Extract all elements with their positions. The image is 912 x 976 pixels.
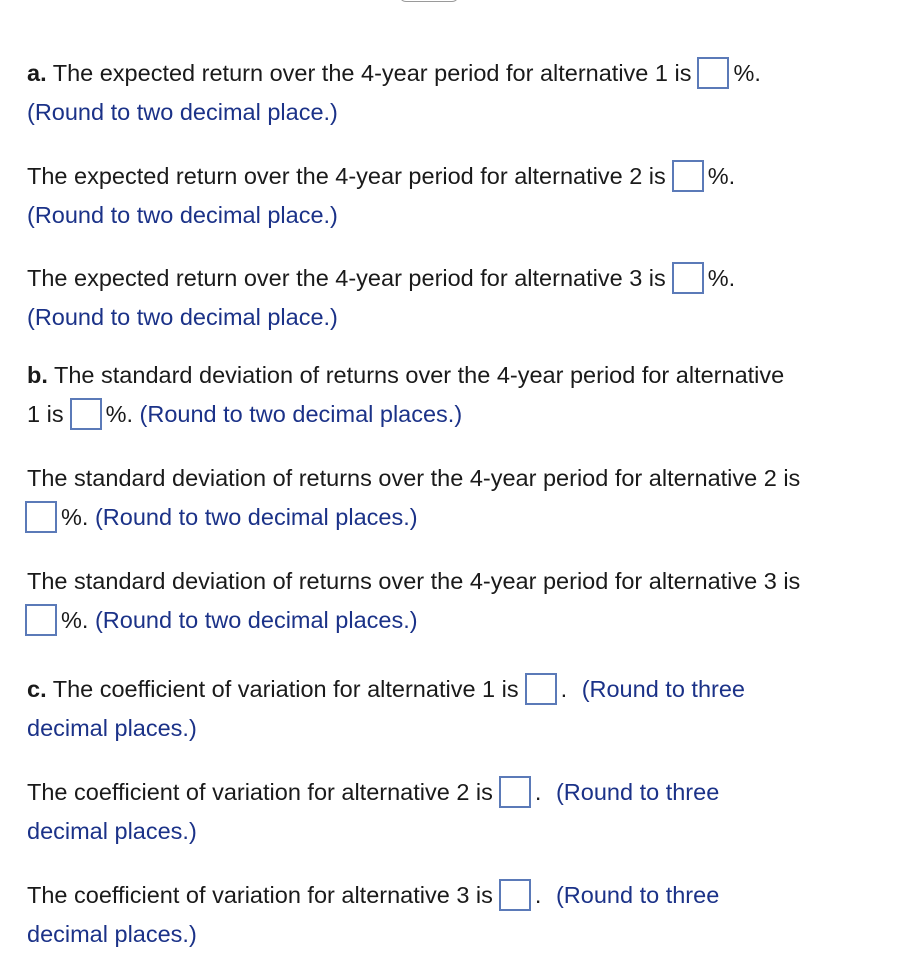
hint-c3-line2: decimal places.) xyxy=(27,921,197,947)
question-a2 xyxy=(27,162,735,194)
question-c1 xyxy=(27,675,745,707)
question-b3-line2 xyxy=(25,606,418,638)
period: . xyxy=(534,882,542,909)
hint-c1-line1: (Round to three xyxy=(581,676,745,703)
unit-percent: %. xyxy=(61,504,89,531)
unit-percent: %. xyxy=(707,265,736,292)
question-b1 xyxy=(27,361,784,389)
hint-b3: (Round to two decimal places.) xyxy=(94,607,418,634)
question-b1-line2 xyxy=(27,400,462,432)
hint-b1: (Round to two decimal places.) xyxy=(139,401,463,428)
period: . xyxy=(534,779,542,806)
question-c3-text: The coefficient of variation for alternative 3 is xyxy=(27,882,493,909)
question-c1-text: The coefficient of variation for alternative 1 is xyxy=(52,676,519,703)
question-a3 xyxy=(27,264,735,296)
question-b2-line2 xyxy=(25,503,418,535)
hint-b2: (Round to two decimal places.) xyxy=(94,504,418,531)
answer-c1-input[interactable] xyxy=(525,673,557,705)
period: . xyxy=(560,676,568,703)
answer-b2-input[interactable] xyxy=(25,501,57,533)
part-a-label: a. xyxy=(27,60,47,87)
hint-a3: (Round to two decimal place.) xyxy=(27,304,338,330)
question-c2-text: The coefficient of variation for alternative 2 is xyxy=(27,779,493,806)
answer-c2-input[interactable] xyxy=(499,776,531,808)
unit-percent: %. xyxy=(707,163,736,190)
question-a1-text: The expected return over the 4-year period for alternative 1 is xyxy=(52,60,692,87)
question-c3 xyxy=(27,881,719,913)
answer-a1-input[interactable] xyxy=(697,57,729,89)
question-b2 xyxy=(27,464,800,492)
question-a2-text: The expected return over the 4-year period for alternative 2 is xyxy=(27,163,666,190)
top-scroll-tab xyxy=(399,0,459,2)
answer-a3-input[interactable] xyxy=(672,262,704,294)
question-b1-text-line2: 1 is xyxy=(27,401,64,428)
answer-b3-input[interactable] xyxy=(25,604,57,636)
question-b3 xyxy=(27,567,800,595)
question-b2-text: The standard deviation of returns over the 4-year period for alternative 2 is xyxy=(27,465,801,491)
part-b-label: b. xyxy=(27,362,48,388)
hint-a1: (Round to two decimal place.) xyxy=(27,99,338,125)
hint-c2-line1: (Round to three xyxy=(555,779,720,806)
question-b3-text: The standard deviation of returns over the 4-year period for alternative 3 is xyxy=(27,568,801,594)
part-c-label: c. xyxy=(27,676,47,703)
answer-b1-input[interactable] xyxy=(70,398,102,430)
unit-percent: %. xyxy=(61,607,89,634)
unit-percent: %. xyxy=(733,60,761,87)
hint-c2-line2: decimal places.) xyxy=(27,818,197,844)
unit-percent: %. xyxy=(105,401,134,428)
hint-a2: (Round to two decimal place.) xyxy=(27,202,338,228)
question-a1 xyxy=(27,59,761,91)
answer-c3-input[interactable] xyxy=(499,879,531,911)
hint-c3-line1: (Round to three xyxy=(555,882,720,909)
question-c2 xyxy=(27,778,719,810)
answer-a2-input[interactable] xyxy=(672,160,704,192)
question-a3-text: The expected return over the 4-year period for alternative 3 is xyxy=(27,265,666,292)
hint-c1-line2: decimal places.) xyxy=(27,715,197,741)
question-b1-text-line1: The standard deviation of returns over the 4-year period for alternative xyxy=(54,362,785,388)
